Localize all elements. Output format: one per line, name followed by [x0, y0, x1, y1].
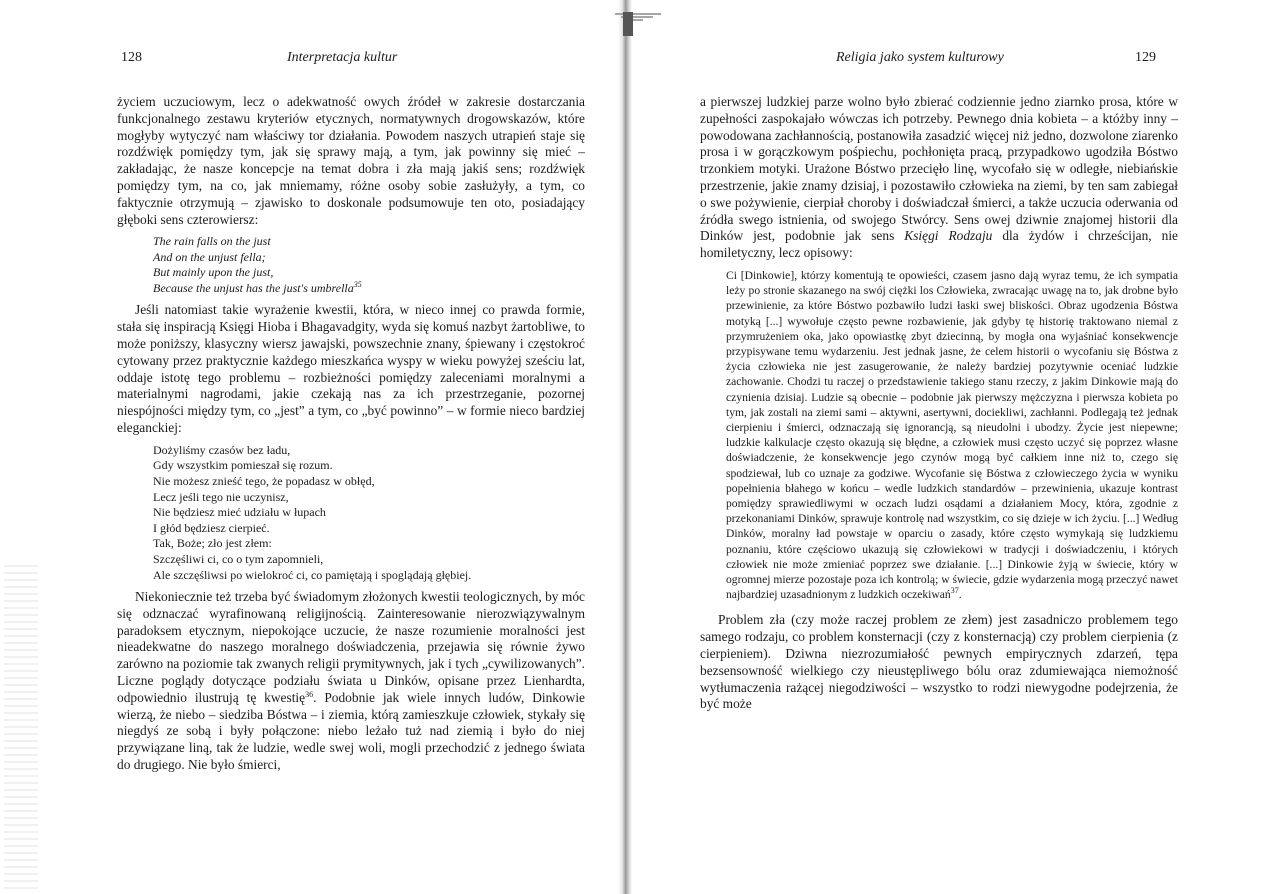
right-body-text — [700, 94, 1178, 713]
poem-line: Because the unjust has the just's umbrella$^{35}$ — [153, 279, 362, 295]
footnote-ref: 37 — [950, 586, 959, 596]
footnote-ref: 35 — [353, 279, 362, 289]
paragraph: życiem uczuciowym, lecz o adekwatność owych źródeł w zakresie dostarczania funkcjonalnego zestawu kryteriów etycznych, normatywnych drogowskazów, które mogłyby wytyczyć nam właściwy tor działania. Powodem naszych utrapień staje się rozdźwięk pomiędzy tym, jak się sprawy mają, a tym, jak powinny się mieć – zakładając, że nasze koncepcje na temat dobra i zła mają jakiś sens; rozdźwięk pomiędzy tym, na co, jak mniemamy, różne osoby sobie zasłużyły, a tym, co faktycznie otrzymują – zjawisko to doskonale podsumowuje ten oto, posiadający głęboki sens czterowiersz: — [117, 94, 585, 227]
left-page-number: 128 — [121, 50, 142, 65]
book-title: Księgi Rodzaju — [904, 228, 993, 244]
paragraph: Jeśli natomiast takie wyrażenie kwestii, która, w nieco innej co prawda formie, stała się inspiracją Księgi Hioba i Bhagavadgity, wyda się komuś nazbyt żartobliwe, to może poniższy, klasyczny wiersz jawajski, powszechnie znany, śpiewany i częstokroć cytowany przez praktycznie każdego mieszkańca wyspy w wieku powyżej sześciu lat, oddaje istotę tego problemu – rozbieżności pomiędzy zaleceniami moralnymi a materialnymi nagrodami, jakie czekają nas za ich przestrzeganie, pozornej niespójności między tym, co „jest” a tym, co „być powinno” – w formie nieco bardziej eleganckiej: — [117, 302, 585, 435]
paragraph: Niekoniecznie też trzeba być świadomym złożonych kwestii teologicznych, by móc się odznaczać wyrafinowaną religijnością. Zainteresowanie nierozwiązywalnym paradoksem etycznym, niepokojące uczucie, że nasze rozumienie moralności jest nieadekwatne do naszego moralnego doświadczenia, przejawia się równie żywo zarówno na poziomie tak zwanych religii prymitywnych, jak i tych „cywilizowanych”. Liczne poglądy dotyczące podziału świata u Dinków, opisane przez Lienhardta, odpowiednio ilustrują tę kwestię$^{36}$. Podobnie jak wiele innych ludów, Dinkowie wierzą, że niebo – siedziba Bóstwa – i ziemia, którą zamieszkuje człowiek, stykały się niegdyś ze sobą i były połączone: niebo leżało tuż nad ziemią i było do niej przywiązane liną, tak że ludzie, wedle swej woli, mogli przechodzić z jednego świata do drugiego. Nie było śmierci, — [117, 589, 586, 773]
left-running-title: Interpretacja kultur — [287, 50, 398, 65]
poem-english — [153, 234, 585, 296]
poem-line: Nie możesz znieść tego, że popadasz w obłęd, — [153, 473, 375, 488]
paragraph: Problem zła (czy może raczej problem ze złem) jest zasadniczo problemem tego samego rodzaju, co problem konsternacji (czy z konsternacją) czy problem cierpienia (z cierpieniem). Dziwna niezrozumiałość pewnych empirycznych zdarzeń, tępa bezsensowność wielkiego czy nieustępliwego bólu oraz zdumiewająca niemożność wytłumaczenia rażącej niegodziwości – wszystko to rodzi niewygodne podejrzenia, że być może — [700, 612, 1178, 712]
poem-line: Lecz jeśli tego nie uczynisz, — [153, 489, 289, 504]
block-quote: Ci [Dinkowie], którzy komentują te opowieści, czasem jasno dają wyraz temu, że ich sympatia leży po stronie skazanego na swój ciężki los Człowieka, zwracając uwagę na to, jak drobne było przewinienie, za które Bóstwo pozbawiło ludzi łaski swej bliskości. Obraz ugodzenia Bóstwa motyką [...] wywołuje często pewne rozbawienie, jak gdyby tę historię traktowano niemal z przymrużeniem oka, jako opowiastkę zbyt dziecinną, by mogła ona wyjaśniać konsekwencje przypisywane temu wydarzeniu. Jest jednak jasne, że celem historii o wycofaniu się Bóstwa z życia człowieka nie jest zasugerowanie, że należy bardziej pozytywnie oceniać ludzkie zachowanie. Chodzi tu raczej o przedstawienie takiego stanu rzeczy, z jakim Dinkowie mają do czynienia dzisiaj. Ludzie są obecnie – podobnie jak pierwszy mężczyzna i pierwsza kobieta po tym, jak zostali na ziemi sami – aktywni, asertywni, dociekliwi, zachłanni. Podlegają też jednak cierpieniu i śmierci, odznaczają się ignorancją, są nieudolni i ubodzy. Życie jest niepewne; ludzkie kalkulacje często okazują się błędne, a człowiek musi często uczyć się poprzez własne doświadczenie, że konsekwencje jego czynów mogą być całkiem inne niż to, czego się spodziewał, lub co uznaje za godziwe. Wycofanie się Bóstwa z człowieczego życia w wyniku popełnienia błahego w końcu – wedle ludzkich standardów – przewinienia, ukazuje kontrast pomiędzy sprawiedliwymi w oczach ludzi osądami a działaniem Mocy, która, zgodnie z przekonaniami Dinków, sprawuje kontrolę nad wszystkim, co się dzieje w ich życiu. [...] Według Dinków, moralny ład powstaje w oparciu o zasady, które często wymykają się ludzkiemu poznaniu, które częściowo ukazują się człowiekowi w tradycji i doświadczeniu, i których człowiek nie może zmieniać poprzez swe działanie. [...] Dinkowie żyją w świecie, który w ogromnej mierze pozostaje poza ich kontrolą; w świecie, gdzie wydarzenia mogą przeczyć nawet najbardziej uzasadnionym z ludzkich oczekiwań$^{37}$. — [726, 268, 1178, 602]
footnote-ref: 36 — [305, 689, 314, 699]
poem-line: Tak, Boże; zło jest złem: — [153, 536, 272, 551]
left-body-text — [117, 94, 585, 774]
poem-line: Ale szczęśliwsi po wielokroć ci, co pamiętają i spoglądają głębiej. — [153, 567, 472, 582]
poem-javanese — [153, 443, 585, 583]
poem-line: Dożyliśmy czasów bez ładu, — [153, 442, 291, 457]
right-page — [628, 0, 1262, 894]
right-page-number: 129 — [1135, 50, 1156, 65]
poem-line: I głód będziesz cierpieć. — [153, 520, 270, 535]
page-edge-shadow — [4, 560, 38, 890]
poem-line: But mainly upon the just, — [153, 265, 274, 280]
paragraph: a pierwszej ludzkiej parze wolno było zbierać codziennie jedno ziarnko prosa, które w zupełności zaspokajało wówczas ich potrzeby. Pewnego dnia kobieta – a któżby inny – powodowana zachłannością, postanowiła zasadzić więcej niż jedno, dozwolone ziarenko prosa i w gorączkowym pośpiechu, pochłonięta pracą, przypadkowo ugodziła Bóstwo trzonkiem motyki. Urażone Bóstwo przecięło linę, wycofało się w odległe, niebiańskie przestrzenie, jakie znamy dzisiaj, i pozostawiło człowieka na ziemi, by ten sam zabiegał o swe pożywienie, cierpiał choroby i doświadczał śmierci, a także uczucia oderwania od źródła swego istnienia, od swojego Stwórcy. Sens owej dziwnie znajomej historii dla Dinków jest, podobnie jak sens Księgi Rodzaju dla żydów i chrześcijan, nie homiletyczny, lecz opisowy: — [700, 94, 1178, 261]
poem-line: Gdy wszystkim pomieszał się rozum. — [153, 458, 333, 473]
left-page — [0, 0, 620, 894]
poem-line: The rain falls on the just — [153, 234, 271, 249]
poem-line: And on the unjust fella; — [153, 249, 266, 264]
poem-line: Szczęśliwi ci, co o tym zapomnieli, — [153, 551, 324, 566]
poem-line: Nie będziesz mieć udziału w łupach — [153, 505, 326, 520]
right-running-title: Religia jako system kulturowy — [836, 50, 1004, 65]
